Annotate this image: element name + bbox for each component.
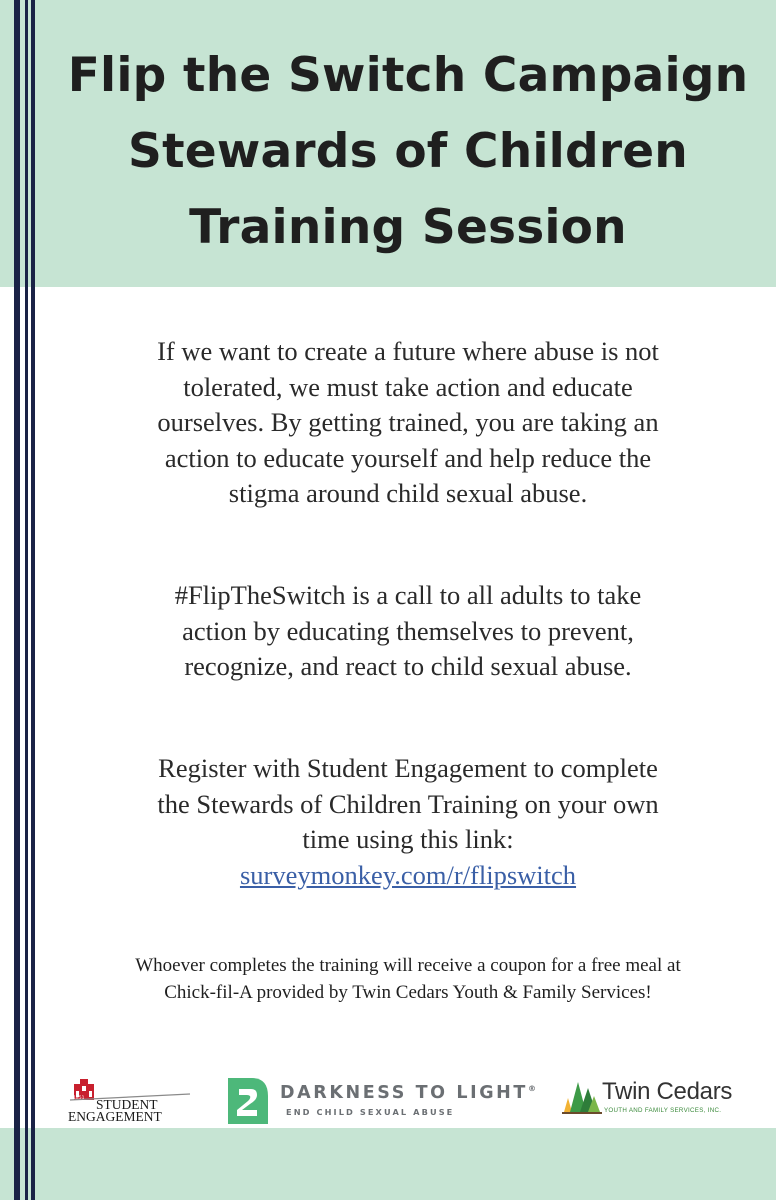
intro-line: stigma around child sexual abuse. [228, 478, 588, 508]
hashtag-line: #FlipTheSwitch is a call to all adults to take [174, 580, 642, 610]
title-line-1: Flip the Switch Campaign [67, 48, 749, 103]
coupon-note [40, 952, 776, 1006]
survey-link[interactable]: surveymonkey.com/r/flipswitch [239, 859, 577, 890]
title-line-2: Stewards of Children [128, 124, 688, 179]
left-rule-3 [31, 0, 35, 1200]
intro-line: action to educate yourself and help reduce the [164, 442, 652, 473]
left-rule-2 [25, 0, 28, 1200]
student-engagement-logo [64, 1076, 194, 1126]
register-paragraph [40, 751, 776, 893]
intro-line: ourselves. By getting trained, you are taking an [157, 407, 659, 437]
d2l-title: DARKNESS TO LIGHT® [280, 1083, 536, 1103]
title-line-3: Training Session [189, 200, 627, 255]
trees-icon [562, 1078, 602, 1114]
page-title [40, 38, 776, 266]
note-line: Chick-fil-A provided by Twin Cedars Youth & Family Services! [164, 982, 652, 1003]
register-line: Register with Student Engagement to complete [158, 753, 658, 783]
register-line: the Stewards of Children Training on your own [157, 788, 659, 819]
twin-cedars-subtitle: YOUTH AND FAMILY SERVICES, INC. [604, 1107, 722, 1114]
hashtag-line: recognize, and react to child sexual abuse. [184, 651, 632, 681]
footer-band [0, 1128, 776, 1200]
d2l-mark-icon [222, 1076, 272, 1126]
d2l-subtitle: END CHILD SEXUAL ABUSE [286, 1107, 455, 1117]
logo-year: 1851 [73, 1096, 85, 1101]
left-rule-1 [14, 0, 20, 1200]
hashtag-paragraph [40, 578, 776, 685]
note-line: Whoever completes the training will receive a coupon for a free meal at [135, 955, 681, 976]
intro-line: tolerated, we must take action and educate [183, 371, 633, 402]
darkness-to-light-logo [222, 1076, 552, 1126]
intro-line: If we want to create a future where abuse is not [157, 336, 659, 366]
twin-cedars-logo [562, 1078, 736, 1118]
intro-paragraph [40, 334, 776, 512]
student-engagement-wordmark: STUDENT ENGAGEMENT [68, 1097, 162, 1124]
twin-cedars-name: Twin Cedars [602, 1078, 733, 1105]
hashtag-line: action by educating themselves to prevent, [182, 615, 634, 646]
register-line: time using this link: [302, 824, 514, 854]
